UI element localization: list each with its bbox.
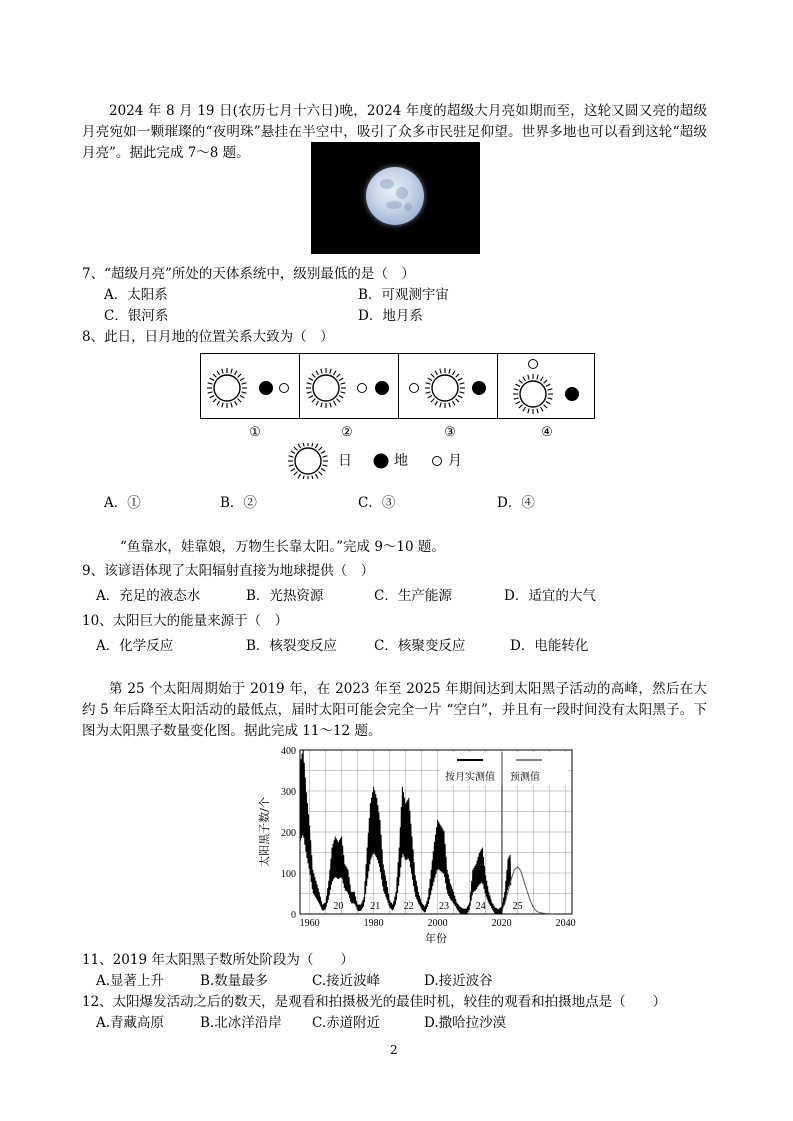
sun-icon [288, 443, 328, 479]
q7-option-d[interactable]: D．地月系 [358, 308, 423, 324]
diagram-panel-4 [497, 353, 595, 419]
question-11: 11、2019 年太阳黑子数所处阶段为（ ） [82, 952, 354, 968]
q8-option-c[interactable]: C．③ [358, 495, 396, 511]
moon-icon [410, 384, 419, 393]
q8-option-b[interactable]: B．② [220, 495, 257, 511]
y-axis-label: 太阳黑子数/个 [258, 797, 271, 867]
earth-icon [472, 381, 486, 395]
cycle-label: 20 [333, 901, 344, 913]
x-tick-label: 1980 [363, 918, 384, 929]
x-tick-label: 1960 [299, 918, 320, 929]
moon-icon [280, 384, 289, 393]
q7-option-b[interactable]: B．可观测宇宙 [358, 287, 449, 303]
legend-observed-label: 按月实测值 [445, 772, 495, 783]
q9-option-c[interactable]: C．生产能源 [374, 588, 452, 604]
q10-option-c[interactable]: C．核聚变反应 [374, 638, 466, 654]
legend-sun-label: 日 [338, 453, 352, 469]
q11-option-a[interactable]: A.显著上升 [96, 973, 165, 989]
q7-option-c[interactable]: C．银河系 [104, 308, 169, 324]
earth-icon [375, 381, 389, 395]
y-tick-label: 300 [281, 787, 296, 798]
q10-option-a[interactable]: A．化学反应 [96, 638, 174, 654]
q11-option-b[interactable]: B.数量最多 [200, 973, 269, 989]
x-tick-label: 2020 [491, 918, 512, 929]
diagram-panel-1 [200, 353, 300, 419]
sun-icon [306, 368, 346, 408]
diagram-legend [288, 443, 488, 479]
panel-label-2: ② [341, 425, 353, 440]
q8-option-a[interactable]: A．① [104, 495, 141, 511]
q9-option-d[interactable]: D．适宜的大气 [504, 588, 596, 604]
q10-option-b[interactable]: B．核裂变反应 [246, 638, 337, 654]
question-9: 9、该谚语体现了太阳辐射直接为地球提供（ ） [82, 563, 375, 579]
passage-super-moon: 2024 年 8 月 19 日(农历七月十六日)晚，2024 年度的超级大月亮如期而至，这轮又圆又亮的超级月亮宛如一颗璀璨的“夜明珠”悬挂在半空中，吸引了众多市民驻足仰望。世界多地也可以看到这轮“超级月亮”。据此完成 7～8 题。 [82, 103, 707, 161]
y-tick-label: 400 [281, 746, 296, 757]
sun-icon [513, 374, 553, 414]
question-12: 12、太阳爆发活动之后的数天，是观看和拍摄极光的最佳时机，较佳的观看和拍摄地点是（ ） [82, 994, 667, 1010]
q12-option-d[interactable]: D.撒哈拉沙漠 [424, 1015, 507, 1031]
question-10: 10、太阳巨大的能量来源于（ ） [82, 613, 289, 629]
panel-label-4: ④ [541, 425, 553, 440]
q11-option-d[interactable]: D.接近波谷 [424, 973, 493, 989]
q12-option-b[interactable]: B.北冰洋沿岸 [200, 1015, 282, 1031]
earth-icon [565, 387, 579, 401]
diagram-panel-2 [299, 353, 399, 419]
q9-option-b[interactable]: B．光热资源 [246, 588, 324, 604]
passage-proverb: “鱼靠水，娃靠娘，万物生长靠太阳。”完成 9～10 题。 [120, 539, 445, 555]
moon-icon [433, 457, 442, 466]
earth-icon [374, 454, 389, 469]
cycle-label: 21 [370, 901, 381, 913]
passage-sunspot-cycle: 第 25 个太阳周期始于 2019 年，在 2023 年至 2025 年期间达到太阳黑子活动的高峰，然后在大约 5 年后降至太阳活动的最低点，届时太阳可能会完全一片 “空白”，并且有一段时间没有太阳黑子。下图为太阳黑子数量变化图。据此完成 11～12 题。 [82, 681, 707, 739]
cycle-label: 23 [439, 901, 449, 913]
earth-icon [259, 381, 273, 395]
sun-icon [207, 368, 247, 408]
moon-icon [366, 167, 424, 225]
sunspot-chart [256, 744, 586, 944]
q12-option-c[interactable]: C.赤道附近 [312, 1015, 381, 1031]
moon-icon [358, 384, 367, 393]
legend-earth-label: 地 [394, 453, 408, 469]
panel-label-1: ① [249, 425, 261, 440]
x-axis-label: 年份 [425, 932, 447, 944]
x-tick-label: 2040 [555, 918, 576, 929]
question-7: 7、“超级月亮”所处的天体系统中，级别最低的是（ ） [82, 266, 415, 282]
legend-predicted-label: 预测值 [510, 772, 540, 783]
q8-option-d[interactable]: D．④ [497, 495, 535, 511]
moon-icon [529, 360, 538, 369]
q11-option-c[interactable]: C.接近波峰 [312, 973, 381, 989]
q10-option-d[interactable]: D．电能转化 [510, 638, 589, 654]
cycle-label: 24 [475, 901, 486, 913]
y-tick-label: 0 [291, 910, 296, 921]
cycle-label: 22 [403, 901, 414, 913]
sunspot-chart-svg [256, 744, 586, 944]
x-tick-label: 2000 [427, 918, 448, 929]
y-tick-label: 100 [281, 869, 296, 880]
y-tick-label: 200 [281, 828, 296, 839]
q7-option-a[interactable]: A．太阳系 [104, 287, 168, 303]
legend-moon-label: 月 [448, 453, 462, 469]
panel-label-3: ③ [444, 425, 456, 440]
q9-option-a[interactable]: A．充足的液态水 [96, 588, 201, 604]
question-8: 8、此日，日月地的位置关系大致为（ ） [82, 329, 334, 345]
sun-icon [425, 368, 465, 408]
page-number: 2 [390, 1043, 398, 1057]
cycle-label: 25 [512, 901, 523, 913]
q12-option-a[interactable]: A.青藏高原 [96, 1015, 165, 1031]
diagram-panel-3 [398, 353, 498, 419]
super-moon-photo [311, 142, 480, 254]
